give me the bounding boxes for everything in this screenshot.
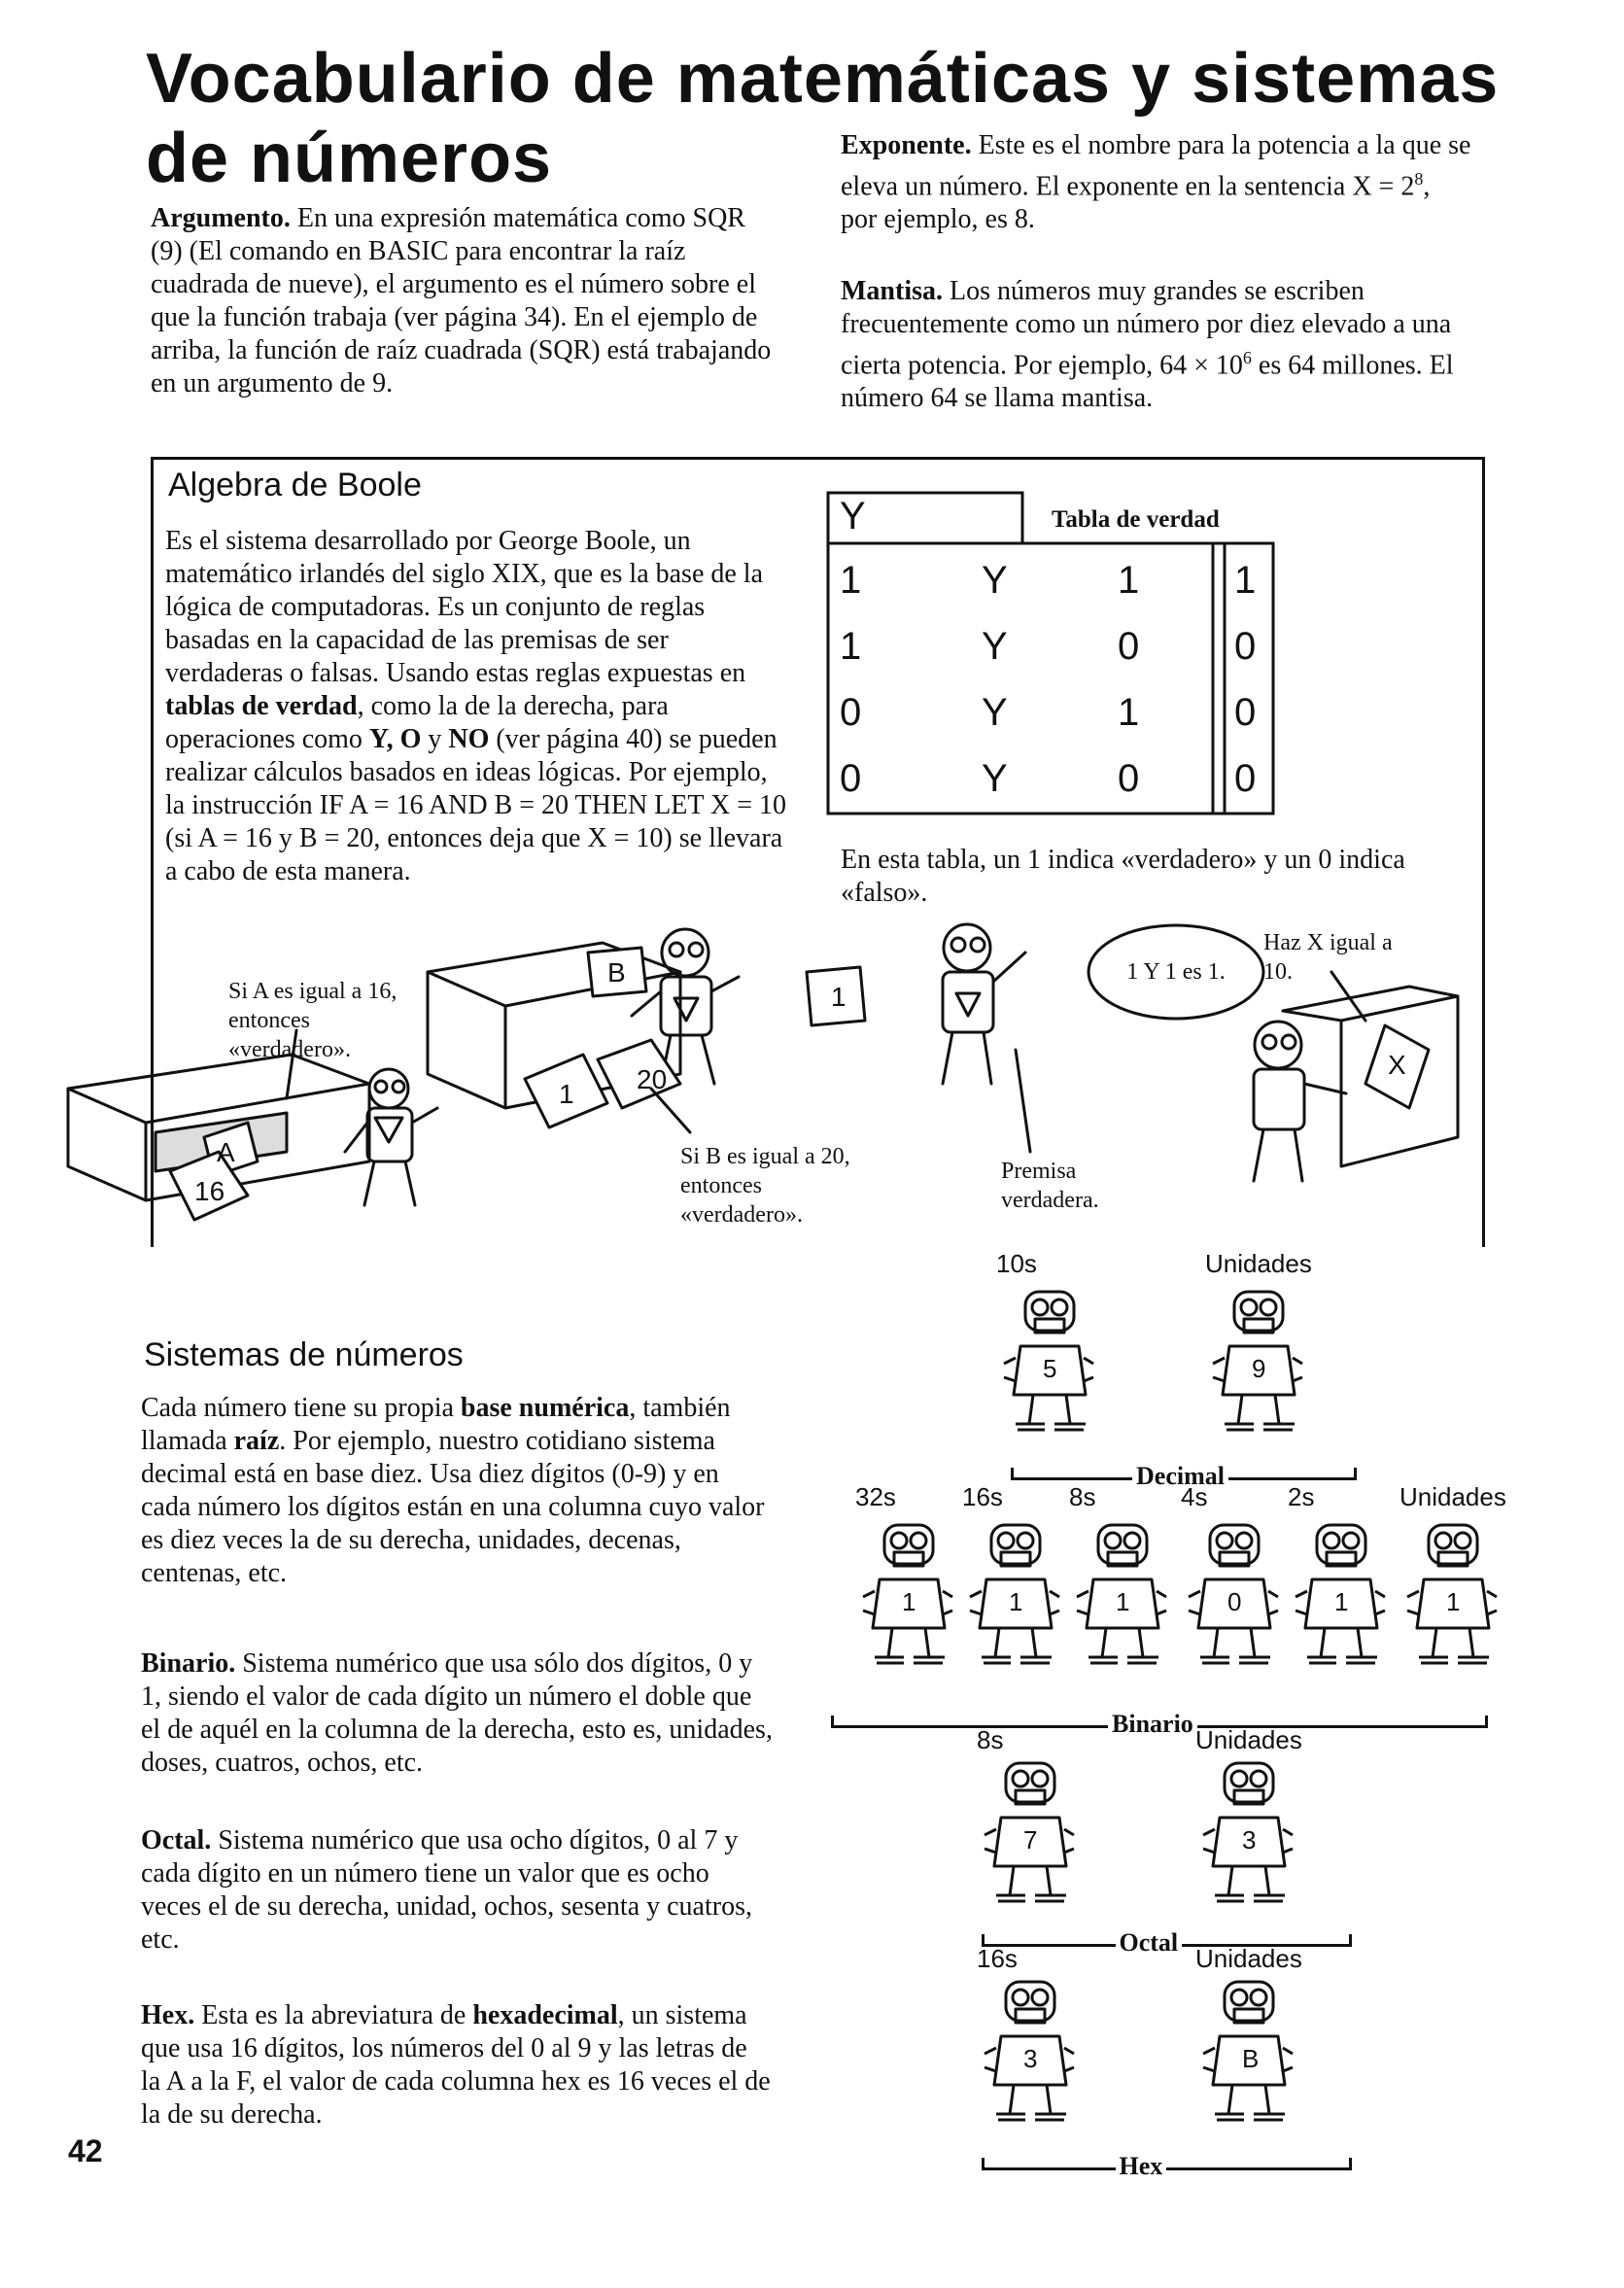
hex-term: Hex. bbox=[141, 2000, 195, 2030]
card-20-label: 20 bbox=[637, 1064, 668, 1094]
boole-text-3: y bbox=[421, 724, 449, 754]
truth-table-cell: 0 bbox=[1118, 757, 1140, 800]
sistemas-text-3: . Por ejemplo, nuestro cotidiano sistema decimal está en base diez. Usa diez dígitos (0-9) y en cada número los dígitos están en una columna cuyo valor es diez veces la de su derecha, unidades, decenas, centenas, etc. bbox=[141, 1426, 765, 1588]
truth-table-cell: Y bbox=[982, 691, 1008, 734]
system-label: Binario bbox=[1108, 1710, 1197, 1739]
truth-table-cell: Y bbox=[982, 625, 1008, 668]
truth-table-note: En esta tabla, un 1 indica «verdadero» y un 0 indica «falso». bbox=[841, 845, 1405, 908]
robot-digit: 1 bbox=[902, 1587, 916, 1616]
robot-digit: 7 bbox=[1023, 1825, 1038, 1855]
boole-text-4: (ver página 40) se pueden realizar cálculos basados en ideas lógicas. Por ejemplo, la instrucción IF A = 16 AND B = 20 THEN LET X = 10 (si A = 16 y B = 20, entonces deja que X = 10) se llevara a cabo de esta manera. bbox=[165, 724, 786, 886]
sistemas-text-1: Cada número tiene su propia bbox=[141, 1393, 461, 1423]
system-label: Hex bbox=[1116, 2152, 1167, 2181]
card-1b-label: 1 bbox=[831, 982, 847, 1012]
mantisa-sup: 6 bbox=[1242, 348, 1252, 367]
hex-paragraph bbox=[141, 1999, 773, 2132]
card-a-label: A bbox=[217, 1137, 235, 1167]
mantisa-text: Los números muy grandes se escriben frecuentemente como un número por diez elevado a una cierta potencia. Por ejemplo, 64 × 10 bbox=[841, 276, 1452, 381]
column-label: 4s bbox=[1181, 1482, 1208, 1511]
sistemas-heading: Sistemas de números bbox=[144, 1336, 464, 1373]
robot-digit: 5 bbox=[1043, 1354, 1057, 1383]
exponente-text: Este es el nombre para la potencia a la que se eleva un número. El exponente en la sentencia X = 2 bbox=[841, 130, 1471, 202]
column-label: 10s bbox=[996, 1249, 1037, 1278]
page-title: Vocabulario de matemáticas y sistemas de números bbox=[146, 40, 1500, 197]
boole-bold-2: Y, O bbox=[368, 724, 422, 754]
truth-table-cell: Y bbox=[982, 757, 1008, 800]
boole-text-2: , como la de la derecha, para operaciones como bbox=[165, 691, 669, 754]
card-b-label: B bbox=[607, 957, 626, 988]
robot-digit: 9 bbox=[1252, 1354, 1266, 1383]
column-label: 16s bbox=[962, 1482, 1003, 1511]
page-number: 42 bbox=[68, 2133, 103, 2168]
truth-table-cell: 0 bbox=[1234, 757, 1257, 800]
column-label: 32s bbox=[855, 1482, 896, 1511]
mantisa-term: Mantisa. bbox=[841, 276, 943, 306]
column-label: 8s bbox=[1069, 1482, 1096, 1511]
robot-digit: 1 bbox=[1116, 1587, 1130, 1616]
truth-table-cell: 1 bbox=[1118, 691, 1140, 734]
robot-digit: 1 bbox=[1446, 1587, 1461, 1616]
truth-table-cell: 1 bbox=[840, 559, 862, 602]
card-1a-label: 1 bbox=[559, 1079, 574, 1109]
robot-digit: 3 bbox=[1023, 2044, 1038, 2073]
card-16-label: 16 bbox=[194, 1176, 225, 1206]
robot-digit: 0 bbox=[1227, 1587, 1242, 1616]
truth-table-cell: 1 bbox=[1118, 559, 1140, 602]
truth-table-cell: Y bbox=[982, 559, 1008, 602]
boole-heading: Algebra de Boole bbox=[168, 467, 422, 503]
exponente-text-end: , por ejemplo, es 8. bbox=[841, 171, 1431, 235]
system-bracket bbox=[982, 2158, 1352, 2170]
system-label: Octal bbox=[1116, 1928, 1183, 1958]
sistemas-text-2: , también llamada bbox=[141, 1393, 731, 1456]
truth-table-title: Tabla de verdad bbox=[1052, 506, 1220, 533]
truth-table-cell: 0 bbox=[840, 691, 862, 734]
boole-text-1: Es el sistema desarrollado por George Boole, un matemático irlandés del siglo XIX, que es la base de la lógica de computadoras. Es un conjunto de reglas basadas en la capacidad de las premisas de ser verdaderas o falsas. Usando estas reglas expuestas en bbox=[165, 526, 764, 688]
octal-term: Octal. bbox=[141, 1825, 212, 1855]
caption-premisa: Premisa verdadera. bbox=[1001, 1159, 1099, 1213]
mantisa-paragraph bbox=[841, 275, 1472, 415]
sistemas-paragraph bbox=[141, 1392, 773, 1590]
boole-bold-1: tablas de verdad bbox=[165, 691, 358, 721]
exponente-sup: 8 bbox=[1414, 169, 1424, 189]
truth-table-cell: 1 bbox=[840, 625, 862, 668]
sistemas-bold-2: raíz bbox=[233, 1426, 280, 1456]
boole-bold-3: NO bbox=[448, 724, 490, 754]
exponente-term: Exponente. bbox=[841, 130, 972, 160]
robot-digit: 1 bbox=[1009, 1587, 1023, 1616]
binario-text: Sistema numérico que usa sólo dos dígitos, 0 y 1, siendo el valor de cada dígito un número el doble que el de aquél en la columna de la derecha, esto es, unidades, doses, cuatros, ochos, etc. bbox=[141, 1648, 773, 1778]
hex-text-1: Esta es la abreviatura de bbox=[201, 2000, 473, 2030]
column-label: Unidades bbox=[1399, 1482, 1506, 1511]
argumento-text: En una expresión matemática como SQR (9) (El comando en BASIC para encontrar la raíz cuadrada de nueve), el argumento es el número sobre el que la función trabaja (ver página 34). En el ejemplo de arriba, la función de raíz cuadrada (SQR) está trabajando en un argumento de 9. bbox=[151, 203, 772, 399]
boole-paragraph bbox=[165, 525, 787, 888]
truth-table-header-op: Y bbox=[840, 495, 866, 537]
card-x-label: X bbox=[1388, 1050, 1406, 1080]
robot-digit: 3 bbox=[1242, 1825, 1257, 1855]
hex-bold: hexadecimal bbox=[472, 2000, 618, 2030]
column-label: Unidades bbox=[1205, 1249, 1312, 1278]
caption-haz: Haz X igual a 10. bbox=[1263, 930, 1393, 985]
truth-table-cell: 0 bbox=[840, 757, 862, 800]
hex-text-2: , un sistema que usa 16 dígitos, los números del 0 al 9 y las letras de la A a la F, el valor de cada columna hex es 16 veces el de la de su derecha. bbox=[141, 2000, 771, 2130]
binario-paragraph bbox=[141, 1647, 773, 1780]
column-label: 16s bbox=[977, 1944, 1018, 1973]
exponente-paragraph bbox=[841, 129, 1472, 236]
column-label: 2s bbox=[1288, 1482, 1315, 1511]
system-label: Decimal bbox=[1132, 1462, 1228, 1491]
thought-bubble-text: 1 Y 1 es 1. bbox=[1126, 959, 1226, 985]
caption-a: Si A es igual a 16, entonces «verdadero». bbox=[228, 979, 397, 1062]
column-label: Unidades bbox=[1195, 1725, 1302, 1754]
truth-table-cell: 0 bbox=[1118, 625, 1140, 668]
robot-digit: B bbox=[1242, 2044, 1260, 2073]
robot-digit: 1 bbox=[1334, 1587, 1349, 1616]
sistemas-bold-1: base numérica bbox=[460, 1393, 630, 1423]
column-label: Unidades bbox=[1195, 1944, 1302, 1973]
truth-table bbox=[826, 491, 1283, 816]
column-label: 8s bbox=[977, 1725, 1004, 1754]
argumento-term: Argumento. bbox=[151, 203, 291, 233]
argumento-paragraph bbox=[151, 202, 773, 400]
truth-table-cell: 0 bbox=[1234, 691, 1257, 734]
truth-table-cell: 1 bbox=[1234, 559, 1257, 602]
truth-table-lines bbox=[826, 491, 1283, 816]
octal-text: Sistema numérico que usa ocho dígitos, 0 al 7 y cada dígito en un número tiene un valor que es ocho veces el de su derecha, unidad, ochos, sesenta y cuatros, etc. bbox=[141, 1825, 752, 1955]
octal-paragraph bbox=[141, 1824, 773, 1957]
mantisa-text-end: es 64 millones. El número 64 se llama mantisa. bbox=[841, 350, 1454, 414]
truth-table-cell: 0 bbox=[1234, 625, 1257, 668]
caption-b: Si B es igual a 20, entonces «verdadero». bbox=[680, 1144, 850, 1228]
binario-term: Binario. bbox=[141, 1648, 236, 1679]
